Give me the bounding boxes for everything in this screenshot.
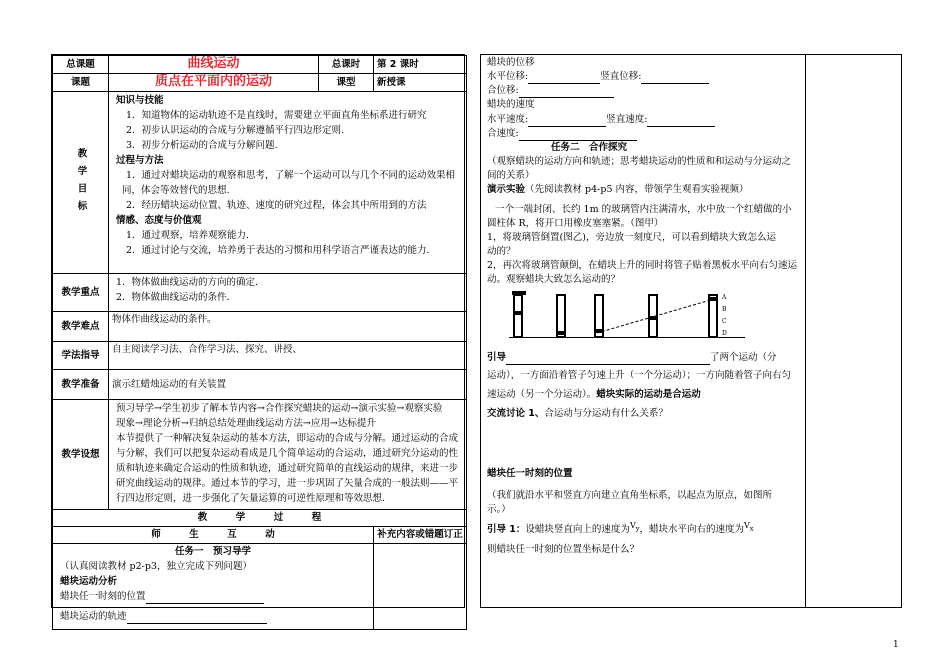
design-text: 行四边形定则，进一步强化了矢量运算的可逆性原理和等效思想. — [116, 493, 386, 504]
step-text: 动的？ — [487, 246, 516, 257]
task2-title: 任务二 合作探究 — [551, 142, 628, 153]
step-text: 1，将玻璃管倒置(图乙)，旁边放一刻度尺，可以看到蜡块大致怎么运 — [487, 232, 776, 243]
prep-text: 演示红蜡烛运动的有关装置 — [109, 370, 467, 400]
glass-tube-figure — [509, 291, 745, 347]
discussion-text: 合运动与分运动有什么关系？ — [544, 408, 668, 419]
label-total-hours: 总课时 — [319, 56, 374, 74]
task2-note: （观察蜡块的运动方向和轨迹；思考蜡块运动的性质和和运动与分运动之 — [487, 156, 792, 167]
objective-text: 1．知道物体的运动轨迹不是直线时，需要建立平面直角坐标系进行研究 — [126, 110, 427, 121]
prep-label: 教学准备 — [53, 370, 109, 400]
step-text: 动。观察蜡块大致怎么运动的？ — [487, 274, 621, 285]
method-label: 学法指导 — [53, 342, 109, 370]
objective-text: 2．通过讨论与交流，培养勇于表达的习惯和用科学语言严谨表达的能力. — [126, 245, 430, 256]
label-lesson: 课题 — [53, 74, 109, 92]
blank-field — [146, 592, 264, 604]
difficulty-text: 物体作曲线运动的条件。 — [109, 312, 467, 342]
blank-field — [647, 115, 715, 127]
design-label: 教学设想 — [53, 400, 109, 510]
design-text: 与分解，我们可以把复杂运动看成是几个简单运动的合运动，通过研究分运动的性 — [116, 448, 459, 459]
key-points-label: 教学重点 — [53, 274, 109, 312]
sdisp-label: 合位移: — [487, 85, 519, 96]
vy-symbol: V — [629, 521, 636, 530]
blank-field — [519, 86, 614, 98]
guide1-label: 引导 1： — [487, 524, 526, 535]
design-text: 质和轨迹来确定合运动的性质和轨迹，通过研究简单的直线运动的规律，来进一步 — [116, 463, 459, 474]
position-heading: 蜡块任一时刻的位置 — [487, 468, 573, 479]
blank-field — [641, 72, 709, 84]
vx-symbol: V — [744, 521, 750, 530]
lesson-title: 质点在平面内的运动 — [154, 74, 272, 89]
fig-label: A — [722, 294, 727, 301]
label-type: 课型 — [319, 74, 374, 92]
objectives-h2: 过程与方法 — [116, 155, 164, 166]
process-col2: 补充内容或错题订正 — [374, 527, 467, 544]
task1-note: （认真阅读教材 p2-p3，独立完成下列问题） — [60, 561, 252, 572]
type-value: 新授课 — [374, 74, 467, 92]
position-note: （我们就沿水平和竖直方向建立直角坐标系，以起点为原点，如图所 — [487, 490, 773, 501]
key-point: 1．物体做曲线运动的方向的确定. — [116, 277, 259, 288]
label-topic: 总课题 — [53, 56, 109, 74]
method-text: 自主阅读学习法、合作学习法、探究、讲授、 — [109, 342, 467, 370]
process-title: 教 学 过 程 — [53, 510, 467, 527]
demo-label: 演示实验 — [487, 184, 526, 195]
blank-field — [528, 72, 600, 84]
guide-text: 了两个运动（分 — [710, 352, 777, 363]
fig-label: D — [722, 330, 727, 337]
blank-field — [127, 612, 267, 624]
vdisp-label: 竖直位移: — [600, 71, 642, 82]
fig-label: C — [722, 318, 727, 325]
objectives-h3: 情感、态度与价值观 — [116, 215, 202, 226]
task1-heading: 蜡块运动分析 — [60, 576, 118, 587]
vx-subscript: x — [749, 524, 754, 533]
step-text: 2，再次将玻璃管颠倒，在蜡块上升的同时将管子贴着黑板水平向右匀速运 — [487, 260, 798, 271]
experiment-text: 圆柱体 R，将开口用橡皮塞塞紧。（图甲） — [487, 218, 664, 229]
design-text: 研究曲线运动的规律。通过本节的学习，进一步巩固了矢量合成的一般法则——平 — [116, 478, 459, 489]
guide1-text: ，蜡块水平向右的速度为 — [639, 524, 744, 535]
objective-text: 同，体会等效替代的思想. — [122, 185, 230, 196]
objective-text: 3．初步分析运动的合成与分解问题. — [126, 140, 278, 151]
design-text: 预习导学→学生初步了解本节内容→合作探究蜡块的运动→演示实验→观察实验 — [116, 403, 443, 414]
vel-heading: 蜡块的速度 — [487, 99, 535, 110]
hdisp-label: 水平位移: — [487, 71, 529, 82]
svel-label: 合速度: — [487, 128, 519, 139]
page-number: 1 — [893, 640, 899, 650]
question-text: 则蜡块任一时刻的位置坐标是什么？ — [487, 544, 640, 555]
experiment-text: 一个一端封闭、长约 1m 的玻璃管内注满清水，水中放一个红蜡做的小 — [495, 204, 792, 215]
guide-label: 引导 — [487, 352, 507, 363]
objectives-h1: 知识与技能 — [116, 95, 164, 106]
task1-q1: 蜡块任一时刻的位置 — [60, 591, 146, 602]
left-page — [51, 54, 465, 622]
guide-text: 运动），一方面沿着管子匀速上升（一个分运动）；一方向随着管子向右匀 — [487, 370, 792, 381]
discussion-label: 交流讨论 1、 — [487, 408, 545, 419]
task2-note: 间的关系） — [487, 170, 535, 181]
objectives-label: 教学目标 — [53, 92, 109, 274]
demo-text: （先阅读教材 p4-p5 内容，带领学生观看实验视频） — [525, 184, 749, 195]
process-col1: 师 生 互 动 — [53, 527, 374, 544]
task1-q2: 蜡块运动的轨迹 — [60, 611, 127, 622]
guide-text: 速运动（另一个分运动）。 — [487, 389, 597, 400]
vy-subscript: y — [635, 524, 640, 533]
objective-text: 1．通过观察，培养观察能力. — [126, 230, 250, 241]
vvel-label: 竖直速度: — [606, 114, 648, 125]
right-page — [480, 54, 902, 608]
guide-emphasis: 蜡块实际的运动是合运动 — [596, 389, 701, 400]
position-note: 示。） — [487, 504, 511, 515]
objectives-content — [109, 92, 467, 274]
topic-title: 曲线运动 — [187, 56, 240, 71]
blank-field — [519, 129, 637, 141]
task1-title: 任务一 预习导学 — [174, 546, 251, 557]
blank-field — [528, 115, 606, 127]
difficulty-label: 教学难点 — [53, 312, 109, 342]
objective-text: 2．经历蜡块运动位置、轨迹、速度的研究过程，体会其中所用到的方法 — [126, 200, 427, 211]
hour-value: 第 2 课时 — [374, 56, 467, 74]
hvel-label: 水平速度: — [487, 114, 529, 125]
design-text: 本节提供了一种解决复杂运动的基本方法，即运动的合成与分解。通过运动的合成 — [116, 433, 459, 444]
guide1-text: 设蜡块竖直向上的速度为 — [525, 524, 630, 535]
objective-text: 1．通过对蜡块运动的观察和思考，了解一个运动可以与几个不同的运动效果相 — [126, 170, 456, 181]
design-text: 现象→理论分析→归纳总结处理曲线运动方法→应用→达标提升 — [116, 418, 376, 429]
blank-field — [506, 353, 710, 365]
disp-heading: 蜡块的位移 — [487, 57, 535, 68]
objective-text: 2．初步认识运动的合成与分解遵循平行四边形定则. — [126, 125, 345, 136]
key-point: 2．物体做曲线运动的条件. — [116, 292, 230, 303]
fig-label: B — [722, 306, 727, 313]
